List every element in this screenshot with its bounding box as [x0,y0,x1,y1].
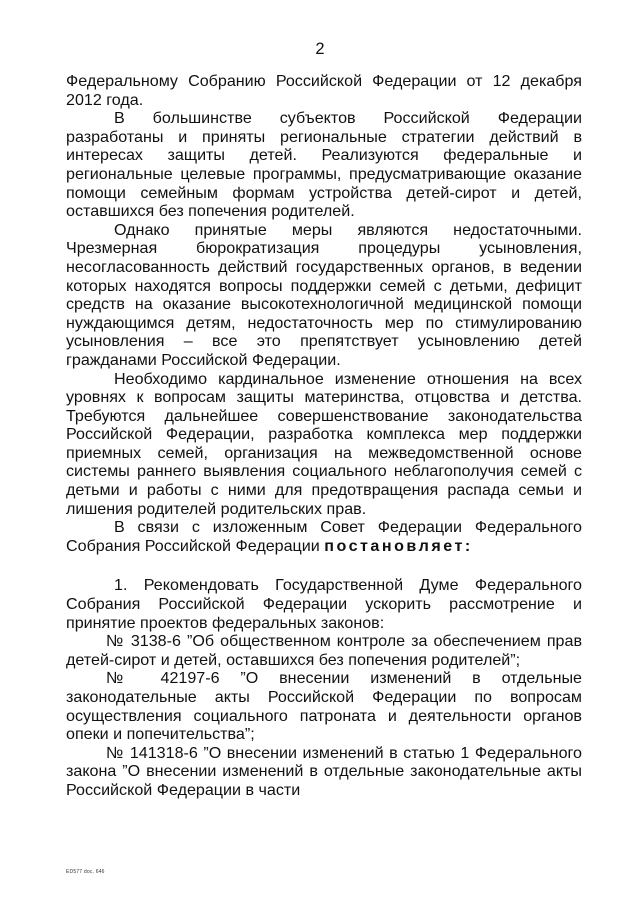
footer-code: ED577 doc. 646 [66,869,105,875]
document-body [66,72,582,800]
page-number: 2 [315,40,325,58]
item-bill-3138-6: № 3138-6 ”Об общественном контроле за обеспечением прав детей-сирот и детей, оставшихся без попечения родителей”; [66,632,582,669]
item-bill-141318-6: № 141318-6 ”О внесении изменений в статью 1 Федерального закона ”О внесении изменений в отдельные законодательные акты Российской Федерации в части [66,743,582,799]
paragraph-continuation: Федеральному Собранию Российской Федерации от 12 декабря 2012 года. [66,72,582,109]
resolution-lead: В связи с изложенным Совет Федерации Федерального Собрания Российской Федерации [66,518,582,555]
item-recommend-duma: 1. Рекомендовать Государственной Думе Федерального Собрания Российской Федерации ускорить рассмотрение и принятие проектов федеральных законов: [66,576,582,632]
resolution-paragraph [66,518,582,555]
paragraph-cardinal-change: Необходимо кардинальное изменение отношения на всех уровнях к вопросам защиты материнства, отцовства и детства. Требуются дальнейшее совершенствование законодательства Российской Федерации, разработка комплекса мер поддержки приемных семей, организация на межведомственной основе системы раннего выявления социального неблагополучия семей с детьми и работы с ними для предотвращения распада семьи и лишения родителей родительских прав. [66,369,582,518]
resolution-verb: постановляет: [324,536,473,555]
paragraph-regional-strategies: В большинстве субъектов Российской Федерации разработаны и приняты региональные стратегии действий в интересах защиты детей. Реализуются федеральные и региональные целевые программы, предусматривающие оказание помощи семейным формам устройства детей-сирот и детей, оставшихся без попечения родителей. [66,109,582,221]
item-bill-42197-6: № 42197-6 ”О внесении изменений в отдельные законодательные акты Российской Федерации по вопросам осуществления социального патроната и деятельности органов опеки и попечительства”; [66,669,582,744]
paragraph-insufficient-measures: Однако принятые меры являются недостаточными. Чрезмерная бюрократизация процедуры усыновления, несогласованность действий государственных органов, в ведении которых находятся вопросы поддержки семей с детьми, дефицит средств на оказание высокотехнологичной медицинской помощи нуждающимся детям, недостаточность мер по стимулированию усыновления – все это препятствует усыновлению детей гражданами Российской Федерации. [66,220,582,369]
